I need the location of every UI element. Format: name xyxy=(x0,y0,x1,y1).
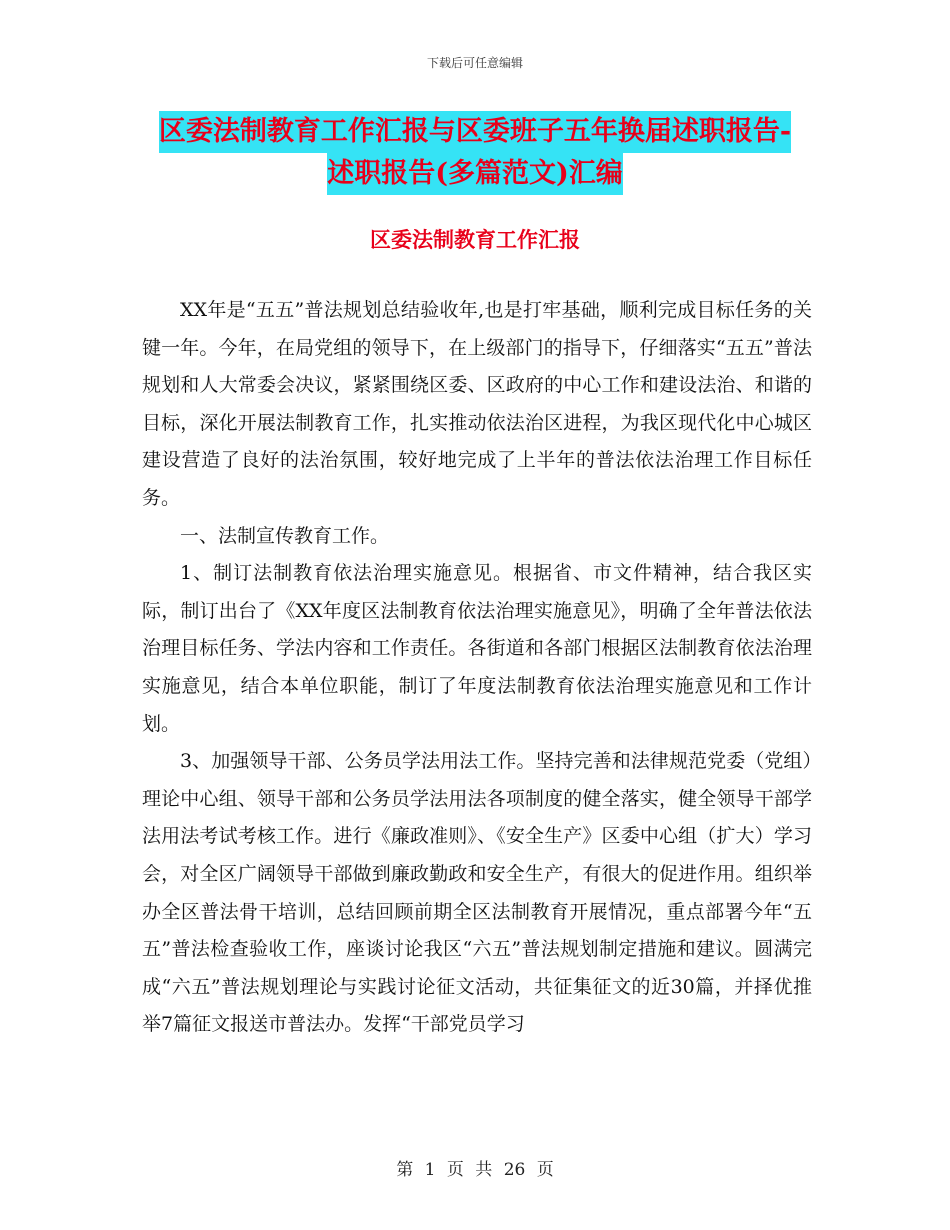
paragraph-item-3: 3、加强领导干部、公务员学法用法工作。坚持完善和法律规范党委（党组）理论中心组、领导干部和公务员学法用法各项制度的健全落实，健全领导干部学法用法考试考核工作。进行《廉政准则》、《安全生产》区委中心组（扩大）学习会，对全区广阔领导干部做到廉政勤政和安全生产，有很大的促进作用。组织举办全区普法骨干培训，总结回顾前期全区法制教育开展情况，重点部署今年“五五”普法检查验收工作，座谈讨论我区“六五”普法规划制定措施和建议。圆满完成“六五”普法规划理论与实践讨论征文活动，共征集征文的近30篇，并择优推举7篇征文报送市普法办。发挥“干部党员学习 xyxy=(142,750,812,1036)
paragraph-intro: XX年是“五五”普法规划总结验收年,也是打牢基础，顺利完成目标任务的关键一年。今年，在局党组的领导下，在上级部门的指导下，仔细落实“五五”普法规划和人大常委会决议，紧紧围绕区委、区政府的中心工作和建设法治、和谐的目标，深化开展法制教育工作，扎实推动依法治区进程，为我区现代化中心城区建设营造了良好的法治氛围，较好地完成了上半年的普法依法治理工作目标任务。 xyxy=(142,299,812,509)
page-header-note: 下载后可任意编辑 xyxy=(426,56,523,70)
document-body xyxy=(142,292,812,1044)
title-highlight-2: 述职报告(多篇范文)汇编 xyxy=(327,153,623,195)
paragraph-item-1: 1、制订法制教育依法治理实施意见。根据省、市文件精神，结合我区实际，制订出台了《XX年度区法制教育依法治理实施意见》，明确了全年普法依法治理目标任务、学法内容和工作责任。各街道和各部门根据区法制教育依法治理实施意见，结合本单位职能，制订了年度法制教育依法治理实施意见和工作计划。 xyxy=(142,562,812,735)
page-footer: 第 1 页 共 26 页 xyxy=(396,1160,554,1180)
document-title-line-2 xyxy=(0,160,950,187)
document-title-line-1 xyxy=(0,118,950,145)
title-highlight-1: 区委法制教育工作汇报与区委班子五年换届述职报告- xyxy=(159,111,791,153)
section-title: 区委法制教育工作汇报 xyxy=(370,227,580,252)
paragraph-heading-1: 一、法制宣传教育工作。 xyxy=(180,524,390,547)
